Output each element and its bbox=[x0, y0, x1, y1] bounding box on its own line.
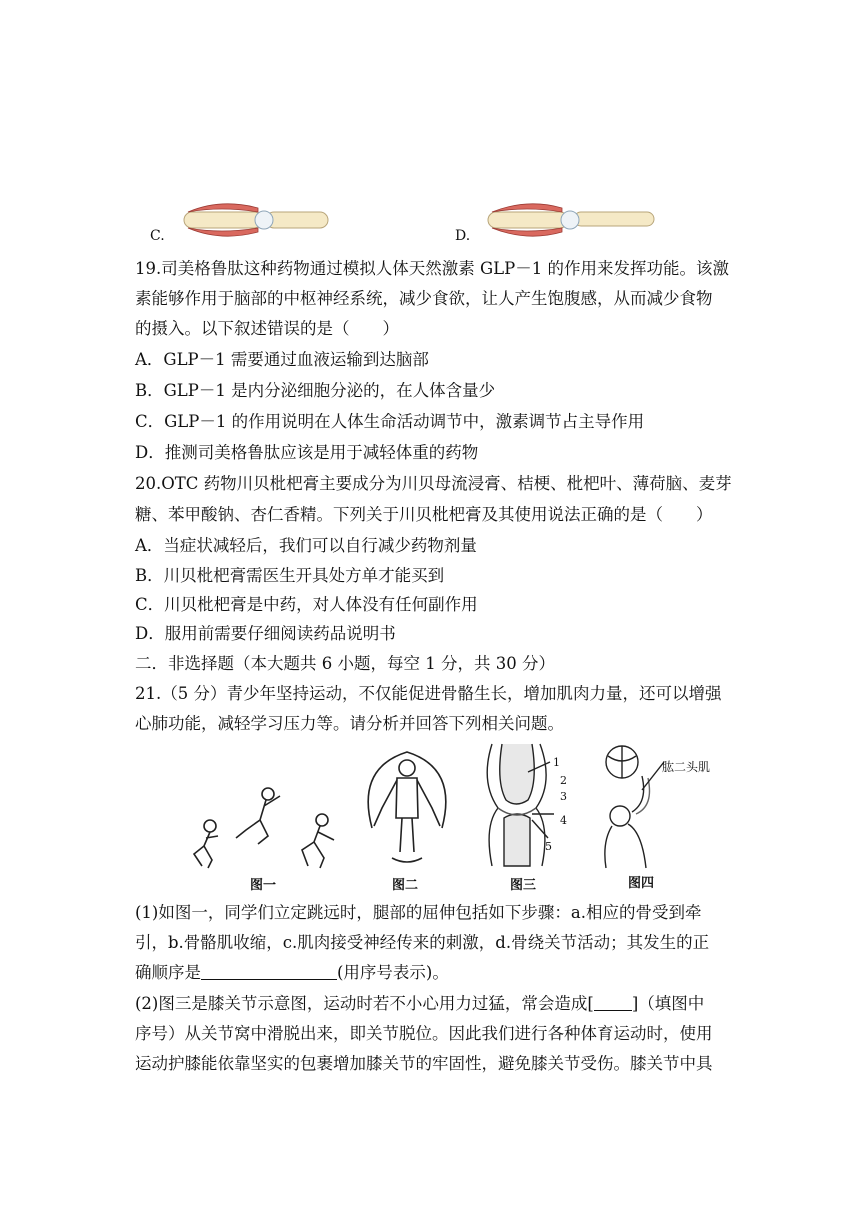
section-heading: 二．非选择题（本大题共 6 小题，每空 1 分，共 30 分） bbox=[135, 654, 555, 673]
q19-option-a: A．GLP－1 需要通过血液运输到达脑部 bbox=[135, 350, 429, 369]
q19-option-c: C．GLP－1 的作用说明在人体生命活动调节中，激素调节占主导作用 bbox=[135, 412, 645, 431]
q21-part1-answer-blank[interactable] bbox=[201, 963, 337, 980]
q19-stem-line-1: 19.司美格鲁肽这种药物通过模拟人体天然激素 GLP－1 的作用来发挥功能。该激 bbox=[135, 259, 729, 278]
q21-part2-line-3: 运动护膝能依靠坚实的包裹增加膝关节的牢固性，避免膝关节受伤。膝关节中具 bbox=[135, 1054, 713, 1073]
option-d-bone-muscle-figure bbox=[482, 196, 658, 244]
q21-part2-line-1-prefix: (2)图三是膝关节示意图，运动时若不小心用力过猛，常会造成[ bbox=[135, 994, 594, 1013]
figure-1-long-jump-illustration bbox=[186, 780, 366, 875]
figure-4-caption: 图四 bbox=[628, 876, 655, 891]
figure-2-caption: 图二 bbox=[392, 878, 419, 893]
q20-option-c: C．川贝枇杷膏是中药，对人体没有任何副作用 bbox=[135, 595, 478, 614]
q19-option-b: B．GLP－1 是内分泌细胞分泌的，在人体含量少 bbox=[135, 381, 496, 400]
q21-part1-line-3-suffix: (用序号表示)。 bbox=[337, 963, 449, 982]
q21-part2-answer-blank[interactable] bbox=[594, 994, 632, 1011]
q21-part2-line-1 bbox=[135, 993, 704, 1015]
option-c-bone-muscle-figure bbox=[176, 196, 332, 244]
q21-part1-line-1: (1)如图一，同学们立定跳远时，腿部的屈伸包括如下步骤：a.相应的骨受到牵 bbox=[135, 903, 702, 922]
q19-option-d: D．推测司美格鲁肽应该是用于减轻体重的药物 bbox=[135, 443, 479, 462]
figure-3-knee-joint-diagram bbox=[470, 742, 580, 872]
q20-stem-line-2: 糖、苯甲酸钠、杏仁香精。下列关于川贝枇杷膏及其使用说法正确的是（ ） bbox=[135, 505, 713, 524]
figure-1-caption: 图一 bbox=[250, 878, 277, 893]
q21-stem-line-1: 21.（5 分）青少年坚持运动，不仅能促进骨骼生长，增加肌肉力量，还可以增强 bbox=[135, 684, 722, 703]
q20-option-a: A．当症状减轻后，我们可以自行减少药物剂量 bbox=[135, 536, 477, 555]
figure-3-label-1: 1 bbox=[553, 756, 560, 769]
figure-3-caption: 图三 bbox=[510, 878, 537, 893]
option-d-label: D. bbox=[455, 228, 471, 244]
figure-3-label-5: 5 bbox=[545, 840, 552, 853]
q20-option-b: B．川贝枇杷膏需医生开具处方单才能买到 bbox=[135, 566, 445, 585]
figure-3-label-4: 4 bbox=[560, 814, 567, 827]
option-c-label: C. bbox=[150, 228, 165, 244]
q20-stem-line-1: 20.OTC 药物川贝枇杷膏主要成分为川贝母流浸膏、桔梗、枇杷叶、薄荷脑、麦芽 bbox=[135, 474, 732, 493]
q21-part2-line-1-suffix: ]（填图中 bbox=[631, 994, 705, 1013]
q19-stem-line-3: 的摄入。以下叙述错误的是（ ） bbox=[135, 319, 399, 338]
q19-stem-line-2: 素能够作用于脑部的中枢神经系统，减少食欲，让人产生饱腹感，从而减少食物 bbox=[135, 289, 713, 308]
figure-4-biceps-label: 肱二头肌 bbox=[662, 760, 711, 774]
q21-part2-line-2: 序号）从关节窝中滑脱出来，即关节脱位。因此我们进行各种体育运动时，使用 bbox=[135, 1024, 713, 1043]
q20-option-d: D．服用前需要仔细阅读药品说明书 bbox=[135, 624, 396, 643]
figure-2-jump-rope-illustration bbox=[352, 748, 462, 868]
q21-part1-line-2: 引，b.骨骼肌收缩，c.肌肉接受神经传来的刺激，d.骨绕关节活动；其发生的正 bbox=[135, 933, 710, 952]
figure-3-label-2: 2 bbox=[560, 774, 567, 787]
figure-3-label-3: 3 bbox=[560, 790, 567, 803]
q21-part1-line-3 bbox=[135, 962, 449, 984]
q21-part1-line-3-prefix: 确顺序是 bbox=[135, 963, 201, 982]
q21-stem-line-2: 心肺功能，减轻学习压力等。请分析并回答下列相关问题。 bbox=[135, 714, 564, 733]
